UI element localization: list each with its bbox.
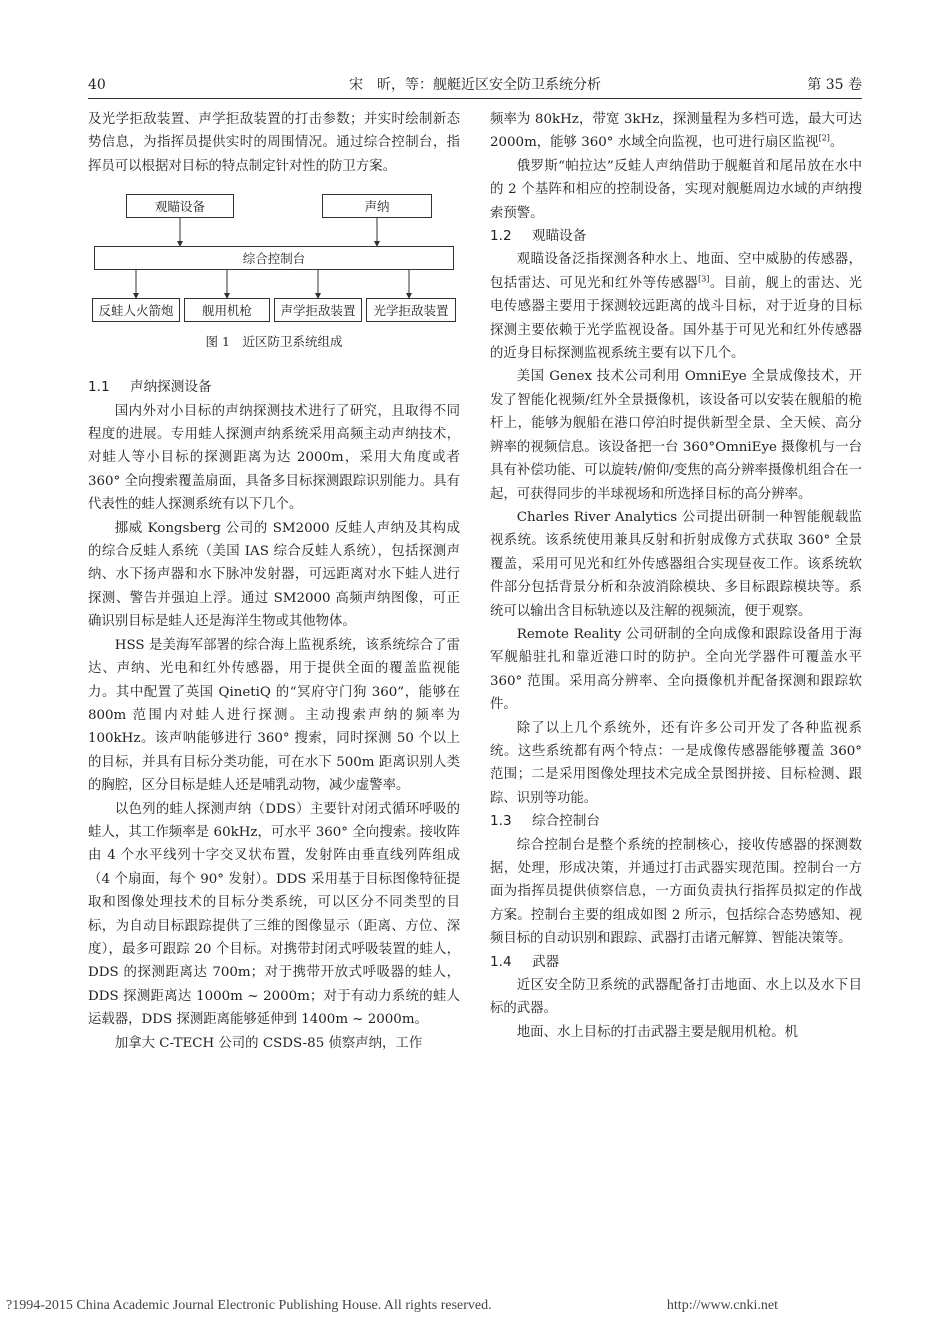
volume-label: 第 35 卷	[807, 77, 862, 93]
paragraph	[490, 108, 862, 155]
paragraph-text: 频率为 80kHz，带宽 3kHz，探测量程为多档可选，最大可达 2000m，能够 360° 水域全向监视，也可进行扇区监视	[490, 112, 862, 151]
section-heading-1-2	[490, 225, 862, 248]
section-title: 观瞄设备	[532, 228, 587, 245]
paragraph-text: 观瞄设备泛指探测各种水上、地面、空中威胁的传感器，包括雷达、可见光和红外等传感器	[490, 252, 862, 291]
paragraph: 俄罗斯“帕拉达”反蛙人声纳借助于舰艇首和尾吊放在水中的 2 个基阵和相应的控制设备，实现对舰艇周边水域的声纳搜索预警。	[490, 158, 862, 221]
section-heading-1-1	[88, 376, 460, 399]
left-column	[88, 108, 460, 1055]
box-optical-deterrent: 光学拒敌装置	[366, 298, 456, 322]
footer-url[interactable]: http://www.cnki.net	[666, 1298, 778, 1313]
paragraph: 及光学拒敌装置、声学拒敌装置的打击参数；并实时绘制新态势信息，为指挥员提供实时的周围情况。通过综合控制台，指挥员可以根据对目标的特点制定针对性的防卫方案。	[88, 112, 460, 174]
paragraph: 除了以上几个系统外，还有许多公司开发了各种监视系统。这些系统都有两个特点：一是成像传感器能够覆盖 360° 范围；二是采用图像处理技术完成全景图拼接、目标检测、跟踪、识别等功能。	[490, 720, 862, 806]
paragraph: 近区安全防卫系统的武器配备打击地面、水上以及水下目标的武器。	[490, 978, 862, 1017]
citation-ref: [3]	[698, 274, 710, 284]
copyright-notice: ?1994-2015 China Academic Journal Electronic Publishing House. All rights reserved.	[6, 1298, 492, 1313]
figure-caption: 图 1 近区防卫系统组成	[205, 334, 343, 350]
paragraph: 加拿大 C-TECH 公司的 CSDS-85 侦察声纳，工作	[114, 1035, 423, 1051]
box-anti-frogman-rocket: 反蛙人火箭炮	[92, 298, 180, 322]
paragraph: 挪威 Kongsberg 公司的 SM2000 反蛙人声纳及其构成的综合反蛙人系统（美国 IAS 综合反蛙人系统），包括探测声纳、水下扬声器和水下脉冲发射器，可远距离对水下蛙人进行探测、警告并强迫上浮。通过 SM2000 高频声纳图像，可正确识别目标是蛙人还是海洋生物或其他物体。	[88, 520, 460, 630]
section-title: 声纳探测设备	[130, 379, 212, 396]
paragraph	[490, 248, 862, 365]
section-title: 武器	[532, 953, 560, 970]
paragraph: 国内外对小目标的声纳探测技术进行了研究，且取得不同程度的进展。专用蛙人探测声纳系统采用高频主动声纳技术，对蛙人等小目标的探测距离为达 2000m，采用大角度或者 360° 全向搜索覆盖扇面，具备多目标探测跟踪识别能力。具有代表性的蛙人探测系统有以下几个。	[88, 403, 460, 513]
section-number: 1.1	[88, 379, 110, 396]
paragraph: Remote Reality 公司研制的全向成像和跟踪设备用于海军舰船驻扎和靠近港口时的防护。全向光学器件可覆盖水平 360° 范围。采用高分辨率、全向摄像机并配备探测和跟踪软件。	[490, 626, 862, 713]
section-number: 1.4	[490, 953, 512, 970]
section-heading-1-3	[490, 810, 862, 833]
section-number: 1.2	[490, 228, 512, 245]
paragraph-text: 。目前，舰上的雷达、光电传感器主要用于探测较远距离的战斗目标，对于近身的目标探测主要依赖于光学监视设备。国外基于可见光和红外传感器的近身目标探测监视系统主要有以下几个。	[490, 275, 863, 362]
paragraph: 以色列的蛙人探测声纳（DDS）主要针对闭式循环呼吸的蛙人，其工作频率是 60kHz，可水平 360° 全向搜索。接收阵由 4 个水平线列十字交叉状布置，发射阵由垂直线列阵组成（4 个扇面，每个 90° 发射）。DDS 采用基于目标图像特征提取和图像处理技术的目标分类系统，可以区分不同类型的目标，为自动目标跟踪提供了三维的图像显示（距离、方位、深度），最多可跟踪 20 个目标。对携带封闭式呼吸装置的蛙人，DDS 的探测距离达 700m；对于携带开放式呼吸器的蛙人，DDS 探测距离达 1000m ~ 2000m；对于有动力系统的蛙人运载器，DDS 探测距离能够延伸到 1400m ~ 2000m。	[88, 801, 460, 1028]
box-acoustic-deterrent: 声学拒敌装置	[274, 298, 362, 322]
paragraph: HSS 是美海军部署的综合海上监视系统，该系统综合了雷达、声纳、光电和红外传感器，用于提供全面的覆盖监视能力。其中配置了英国 QinetiQ 的“冥府守门狗 360”，能够在 800m 范围内对蛙人进行探测。主动搜索声纳的频率为 100kHz。该声呐能够进行 360° 搜索，同时探测 50 个以上的目标，并具有目标分类功能，可在水下 500m 距离识别人类的胸腔，区分目标是蛙人还是哺乳动物，减少虚警率。	[88, 637, 460, 794]
right-column	[490, 108, 862, 1044]
box-ship-machine-gun: 舰用机枪	[184, 298, 270, 322]
paragraph: Charles River Analytics 公司提出研制一种智能舰载监视系统。该系统使用兼具反射和折射成像方式获取 360° 全景覆盖，采用可见光和红外传感器组合实现昼夜工作。该系统软件部分包括背景分析和杂波消除模块、多目标跟踪模块等。系统可以输出含目标轨迹以及注解的视频流，便于观察。	[490, 509, 862, 619]
paragraph: 地面、水上目标的打击武器主要是舰用机枪。机	[516, 1024, 798, 1040]
paragraph-text: 。	[829, 135, 844, 151]
page-number: 40	[88, 77, 106, 93]
section-title: 综合控制台	[532, 813, 600, 830]
running-title: 宋 昕，等：舰艇近区安全防卫系统分析	[349, 77, 601, 93]
box-sonar: 声纳	[322, 194, 432, 218]
header-rule	[88, 98, 862, 99]
box-integrated-console: 综合控制台	[94, 246, 454, 270]
section-heading-1-4	[490, 951, 862, 974]
paragraph: 综合控制台是整个系统的控制核心，接收传感器的探测数据，处理，形成决策，并通过打击武器实现范围。控制台一方面为指挥员提供侦察信息，一方面负责执行指挥员拟定的作战方案。控制台主要的组成如图 2 所示，包括综合态势感知、视频目标的自动识别和跟踪、武器打击诸元解算、智能决策等。	[490, 837, 862, 947]
citation-ref: [2]	[818, 133, 830, 143]
section-number: 1.3	[490, 813, 512, 830]
figure-1	[88, 186, 460, 366]
box-observe-equipment: 观瞄设备	[126, 194, 234, 218]
paragraph: 美国 Genex 技术公司利用 OmniEye 全景成像技术，开发了智能化视频/红外全景摄像机，该设备可以安装在舰船的桅杆上，能够为舰船在港口停泊时提供新型全景、全天候、高分辨率的视频信息。该设备把一台 360°OmniEye 摄像机与一台具有补偿功能、可以旋转/俯仰/变焦的高分辨率摄像机组合在一起，可获得同步的半球视场和所选择目标的高分辨率。	[490, 369, 862, 502]
